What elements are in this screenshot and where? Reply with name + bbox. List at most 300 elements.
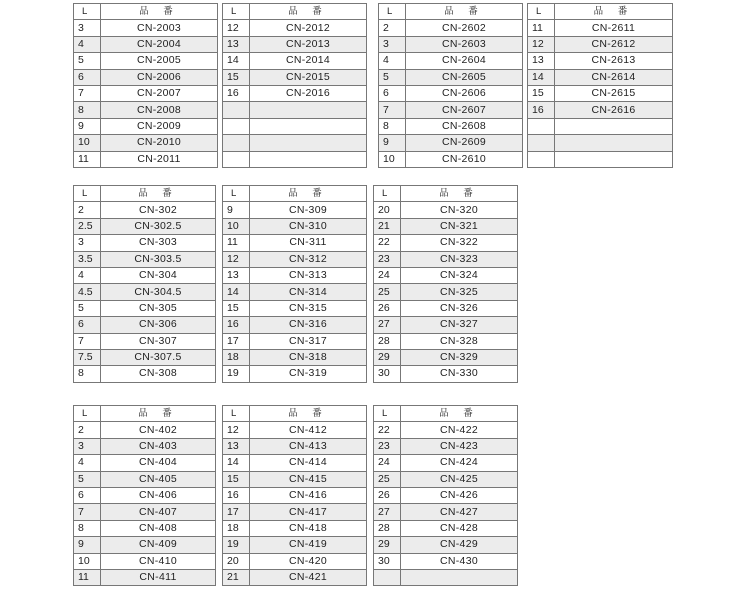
length-cell: 12 [223, 20, 250, 36]
part-number-cell: CN-328 [401, 333, 518, 349]
table-row [74, 471, 216, 487]
part-number-cell: CN-306 [101, 317, 216, 333]
part-number-cell: CN-427 [401, 504, 518, 520]
table-row [374, 218, 518, 234]
table-row [223, 317, 367, 333]
table-row [74, 317, 216, 333]
length-cell: 4 [74, 36, 101, 52]
part-number-cell: CN-2004 [101, 36, 218, 52]
part-number-cell: CN-307.5 [101, 349, 216, 365]
length-cell: 6 [74, 487, 101, 503]
table-row [379, 69, 523, 85]
part-number-cell: CN-302.5 [101, 218, 216, 234]
table-row [379, 118, 523, 134]
length-cell: 11 [528, 20, 555, 36]
table-row [223, 36, 367, 52]
part-number-cell: CN-304 [101, 267, 216, 283]
part-number-cell [250, 118, 367, 134]
table-row [374, 251, 518, 267]
length-cell: 2 [74, 202, 101, 218]
part-number-cell: CN-2012 [250, 20, 367, 36]
part-number-header: 品 番 [101, 186, 216, 202]
table-header-row [528, 4, 673, 20]
part-number-cell: CN-309 [250, 202, 367, 218]
table-row [374, 504, 518, 520]
table-row [74, 300, 216, 316]
part-number-cell: CN-2608 [406, 118, 523, 134]
part-number-cell: CN-302 [101, 202, 216, 218]
part-number-cell: CN-2015 [250, 69, 367, 85]
table-row [74, 520, 216, 536]
table-header-row [74, 186, 216, 202]
part-number-header: 品 番 [101, 406, 216, 422]
length-cell: 17 [223, 333, 250, 349]
part-number-cell [555, 151, 673, 167]
part-number-cell: CN-411 [101, 569, 216, 585]
table-row [374, 300, 518, 316]
part-table-cn26a [378, 3, 523, 168]
part-number-cell: CN-318 [250, 349, 367, 365]
length-cell: 14 [528, 69, 555, 85]
length-cell: 30 [374, 553, 401, 569]
part-number-cell: CN-420 [250, 553, 367, 569]
table-row [223, 569, 367, 585]
part-number-cell [250, 135, 367, 151]
table-row [223, 487, 367, 503]
part-number-cell: CN-413 [250, 438, 367, 454]
table-row [74, 251, 216, 267]
length-header: L [74, 4, 101, 20]
length-cell: 10 [74, 135, 101, 151]
part-number-cell: CN-2615 [555, 85, 673, 101]
part-number-cell: CN-304.5 [101, 284, 216, 300]
length-cell: 2 [74, 422, 101, 438]
length-cell: 26 [374, 300, 401, 316]
length-cell: 6 [74, 317, 101, 333]
table-row [374, 235, 518, 251]
table-row [374, 520, 518, 536]
table-row [223, 300, 367, 316]
length-header: L [74, 406, 101, 422]
part-number-cell: CN-2604 [406, 53, 523, 69]
table-row [74, 102, 218, 118]
length-cell: 4.5 [74, 284, 101, 300]
length-cell: 8 [74, 520, 101, 536]
table-row [374, 455, 518, 471]
part-number-cell: CN-2013 [250, 36, 367, 52]
part-number-cell: CN-316 [250, 317, 367, 333]
length-cell: 20 [223, 553, 250, 569]
length-cell: 5 [379, 69, 406, 85]
part-number-cell: CN-2603 [406, 36, 523, 52]
length-cell: 24 [374, 267, 401, 283]
length-cell: 28 [374, 333, 401, 349]
length-cell: 10 [223, 218, 250, 234]
table-row [374, 202, 518, 218]
table-row [379, 151, 523, 167]
part-table-cn40a [73, 405, 216, 586]
part-number-cell: CN-410 [101, 553, 216, 569]
table-row [528, 135, 673, 151]
length-cell: 8 [379, 118, 406, 134]
length-cell [528, 151, 555, 167]
length-cell: 5 [74, 53, 101, 69]
table-row [374, 284, 518, 300]
length-cell: 6 [379, 85, 406, 101]
part-number-cell: CN-406 [101, 487, 216, 503]
length-cell: 13 [528, 53, 555, 69]
length-cell: 7.5 [74, 349, 101, 365]
length-cell: 5 [74, 300, 101, 316]
part-number-cell: CN-320 [401, 202, 518, 218]
length-cell: 12 [528, 36, 555, 52]
part-number-header: 品 番 [401, 186, 518, 202]
table-row [74, 569, 216, 585]
length-header: L [374, 406, 401, 422]
table-row [74, 455, 216, 471]
length-cell: 13 [223, 438, 250, 454]
table-row [74, 53, 218, 69]
part-number-cell: CN-404 [101, 455, 216, 471]
table-row [74, 438, 216, 454]
part-number-cell: CN-2008 [101, 102, 218, 118]
table-row [74, 85, 218, 101]
length-cell: 23 [374, 438, 401, 454]
table-row [223, 135, 367, 151]
part-number-header: 品 番 [555, 4, 673, 20]
table-row [223, 85, 367, 101]
table-row [74, 36, 218, 52]
part-number-cell: CN-2014 [250, 53, 367, 69]
table-row [74, 118, 218, 134]
part-number-header: 品 番 [250, 406, 367, 422]
length-cell: 2 [379, 20, 406, 36]
part-number-cell: CN-2005 [101, 53, 218, 69]
table-row [223, 438, 367, 454]
part-number-cell: CN-430 [401, 553, 518, 569]
length-cell: 9 [379, 135, 406, 151]
length-cell: 5 [74, 471, 101, 487]
part-number-cell [555, 135, 673, 151]
length-cell: 7 [74, 504, 101, 520]
length-cell: 29 [374, 537, 401, 553]
length-cell: 27 [374, 317, 401, 333]
length-cell: 25 [374, 284, 401, 300]
table-row [74, 487, 216, 503]
part-number-cell: CN-2611 [555, 20, 673, 36]
table-row [223, 366, 367, 382]
part-number-cell: CN-2609 [406, 135, 523, 151]
length-cell: 8 [74, 366, 101, 382]
table-row [223, 333, 367, 349]
length-cell: 21 [374, 218, 401, 234]
table-row [374, 569, 518, 585]
part-number-cell [250, 102, 367, 118]
table-row [374, 438, 518, 454]
length-cell: 6 [74, 69, 101, 85]
length-cell: 24 [374, 455, 401, 471]
table-row [374, 349, 518, 365]
table-row [528, 151, 673, 167]
length-cell: 3 [74, 20, 101, 36]
part-number-cell: CN-407 [101, 504, 216, 520]
length-cell: 19 [223, 366, 250, 382]
length-cell: 3 [74, 235, 101, 251]
part-number-cell: CN-312 [250, 251, 367, 267]
length-cell: 25 [374, 471, 401, 487]
table-header-row [223, 406, 367, 422]
length-cell: 9 [74, 537, 101, 553]
length-cell: 22 [374, 422, 401, 438]
length-cell: 11 [223, 235, 250, 251]
part-number-cell: CN-314 [250, 284, 367, 300]
table-row [379, 20, 523, 36]
table-header-row [374, 186, 518, 202]
table-header-row [379, 4, 523, 20]
part-number-cell: CN-422 [401, 422, 518, 438]
table-row [528, 20, 673, 36]
length-cell: 13 [223, 267, 250, 283]
part-number-cell: CN-308 [101, 366, 216, 382]
part-number-cell: CN-403 [101, 438, 216, 454]
part-number-cell: CN-313 [250, 267, 367, 283]
part-number-cell [401, 569, 518, 585]
length-cell: 26 [374, 487, 401, 503]
length-cell: 8 [74, 102, 101, 118]
part-number-cell: CN-2016 [250, 85, 367, 101]
table-row [74, 151, 218, 167]
table-row [223, 471, 367, 487]
length-cell: 15 [223, 300, 250, 316]
length-header: L [74, 186, 101, 202]
table-row [374, 267, 518, 283]
length-cell [528, 135, 555, 151]
part-number-cell: CN-409 [101, 537, 216, 553]
part-number-header: 品 番 [250, 4, 367, 20]
table-row [74, 333, 216, 349]
table-row [223, 102, 367, 118]
length-header: L [374, 186, 401, 202]
length-cell: 4 [74, 267, 101, 283]
length-cell: 16 [223, 317, 250, 333]
part-number-cell: CN-416 [250, 487, 367, 503]
part-number-cell: CN-325 [401, 284, 518, 300]
table-row [528, 53, 673, 69]
part-number-cell: CN-2009 [101, 118, 218, 134]
part-table-cn40c [373, 405, 518, 586]
table-row [223, 53, 367, 69]
table-row [379, 36, 523, 52]
table-row [223, 553, 367, 569]
table-header-row [74, 406, 216, 422]
length-cell: 7 [74, 333, 101, 349]
part-number-cell: CN-310 [250, 218, 367, 234]
part-number-cell: CN-321 [401, 218, 518, 234]
part-number-cell: CN-319 [250, 366, 367, 382]
length-cell: 17 [223, 504, 250, 520]
part-number-cell [555, 118, 673, 134]
table-row [374, 317, 518, 333]
table-row [74, 235, 216, 251]
part-number-cell: CN-2607 [406, 102, 523, 118]
length-cell [223, 135, 250, 151]
table-row [74, 349, 216, 365]
part-number-cell: CN-418 [250, 520, 367, 536]
part-number-cell: CN-408 [101, 520, 216, 536]
length-cell [223, 118, 250, 134]
length-cell: 10 [74, 553, 101, 569]
part-number-cell: CN-412 [250, 422, 367, 438]
part-number-cell: CN-2606 [406, 85, 523, 101]
table-row [379, 135, 523, 151]
length-cell: 3 [379, 36, 406, 52]
part-number-cell: CN-2605 [406, 69, 523, 85]
table-row [74, 135, 218, 151]
part-number-header: 品 番 [250, 186, 367, 202]
length-cell: 7 [74, 85, 101, 101]
part-table-cn30a [73, 185, 216, 383]
part-number-cell: CN-305 [101, 300, 216, 316]
part-number-cell: CN-303 [101, 235, 216, 251]
table-row [223, 151, 367, 167]
table-row [374, 422, 518, 438]
length-header: L [223, 186, 250, 202]
length-cell: 16 [223, 487, 250, 503]
length-header: L [223, 4, 250, 20]
part-number-cell: CN-2003 [101, 20, 218, 36]
length-cell [223, 151, 250, 167]
part-number-cell: CN-315 [250, 300, 367, 316]
part-number-cell: CN-330 [401, 366, 518, 382]
length-cell: 12 [223, 422, 250, 438]
part-number-cell: CN-322 [401, 235, 518, 251]
table-row [223, 504, 367, 520]
length-cell [223, 102, 250, 118]
part-number-cell: CN-2011 [101, 151, 218, 167]
table-row [528, 118, 673, 134]
length-cell [528, 118, 555, 134]
part-number-cell: CN-405 [101, 471, 216, 487]
part-number-cell: CN-423 [401, 438, 518, 454]
length-cell: 29 [374, 349, 401, 365]
length-cell: 15 [223, 69, 250, 85]
part-number-cell: CN-2612 [555, 36, 673, 52]
length-header: L [528, 4, 555, 20]
part-number-header: 品 番 [401, 406, 518, 422]
table-row [379, 102, 523, 118]
table-row [74, 20, 218, 36]
length-cell: 15 [223, 471, 250, 487]
table-row [223, 118, 367, 134]
length-cell: 23 [374, 251, 401, 267]
length-cell: 28 [374, 520, 401, 536]
part-number-cell: CN-326 [401, 300, 518, 316]
table-row [223, 69, 367, 85]
part-number-cell: CN-419 [250, 537, 367, 553]
table-row [74, 553, 216, 569]
part-number-cell: CN-317 [250, 333, 367, 349]
length-cell: 9 [223, 202, 250, 218]
length-cell: 19 [223, 537, 250, 553]
table-row [223, 251, 367, 267]
length-cell: 22 [374, 235, 401, 251]
part-number-cell: CN-421 [250, 569, 367, 585]
table-header-row [223, 4, 367, 20]
table-row [223, 218, 367, 234]
part-number-cell: CN-424 [401, 455, 518, 471]
table-header-row [223, 186, 367, 202]
table-row [374, 366, 518, 382]
length-cell: 15 [528, 85, 555, 101]
part-number-cell: CN-415 [250, 471, 367, 487]
part-number-cell: CN-402 [101, 422, 216, 438]
length-header: L [379, 4, 406, 20]
part-number-cell [250, 151, 367, 167]
length-cell: 7 [379, 102, 406, 118]
length-cell: 18 [223, 349, 250, 365]
length-cell: 3 [74, 438, 101, 454]
part-number-cell: CN-2010 [101, 135, 218, 151]
table-row [74, 366, 216, 382]
table-row [374, 537, 518, 553]
part-number-cell: CN-425 [401, 471, 518, 487]
length-cell: 4 [74, 455, 101, 471]
part-number-cell: CN-426 [401, 487, 518, 503]
part-table-cn40b [222, 405, 367, 586]
table-row [374, 487, 518, 503]
table-row [528, 36, 673, 52]
table-row [379, 85, 523, 101]
part-number-cell: CN-2007 [101, 85, 218, 101]
part-number-cell: CN-2006 [101, 69, 218, 85]
length-cell: 13 [223, 36, 250, 52]
table-row [528, 85, 673, 101]
table-row [528, 69, 673, 85]
part-number-header: 品 番 [406, 4, 523, 20]
part-number-cell: CN-2614 [555, 69, 673, 85]
length-cell: 16 [223, 85, 250, 101]
table-row [74, 504, 216, 520]
part-number-cell: CN-417 [250, 504, 367, 520]
table-row [74, 537, 216, 553]
table-row [223, 284, 367, 300]
table-row [74, 218, 216, 234]
length-cell: 12 [223, 251, 250, 267]
part-table-cn20b [222, 3, 367, 168]
length-cell: 21 [223, 569, 250, 585]
length-cell: 18 [223, 520, 250, 536]
table-row [74, 69, 218, 85]
part-number-cell: CN-303.5 [101, 251, 216, 267]
part-number-cell: CN-323 [401, 251, 518, 267]
length-cell: 4 [379, 53, 406, 69]
part-number-cell: CN-2610 [406, 151, 523, 167]
table-row [528, 102, 673, 118]
table-row [223, 422, 367, 438]
table-row [223, 349, 367, 365]
part-number-cell: CN-2602 [406, 20, 523, 36]
length-cell: 10 [379, 151, 406, 167]
length-header: L [223, 406, 250, 422]
part-number-cell: CN-2613 [555, 53, 673, 69]
part-table-cn30c [373, 185, 518, 383]
length-cell: 3.5 [74, 251, 101, 267]
length-cell: 11 [74, 151, 101, 167]
table-row [374, 471, 518, 487]
part-number-cell: CN-329 [401, 349, 518, 365]
table-row [379, 53, 523, 69]
part-table-cn26b [527, 3, 673, 168]
